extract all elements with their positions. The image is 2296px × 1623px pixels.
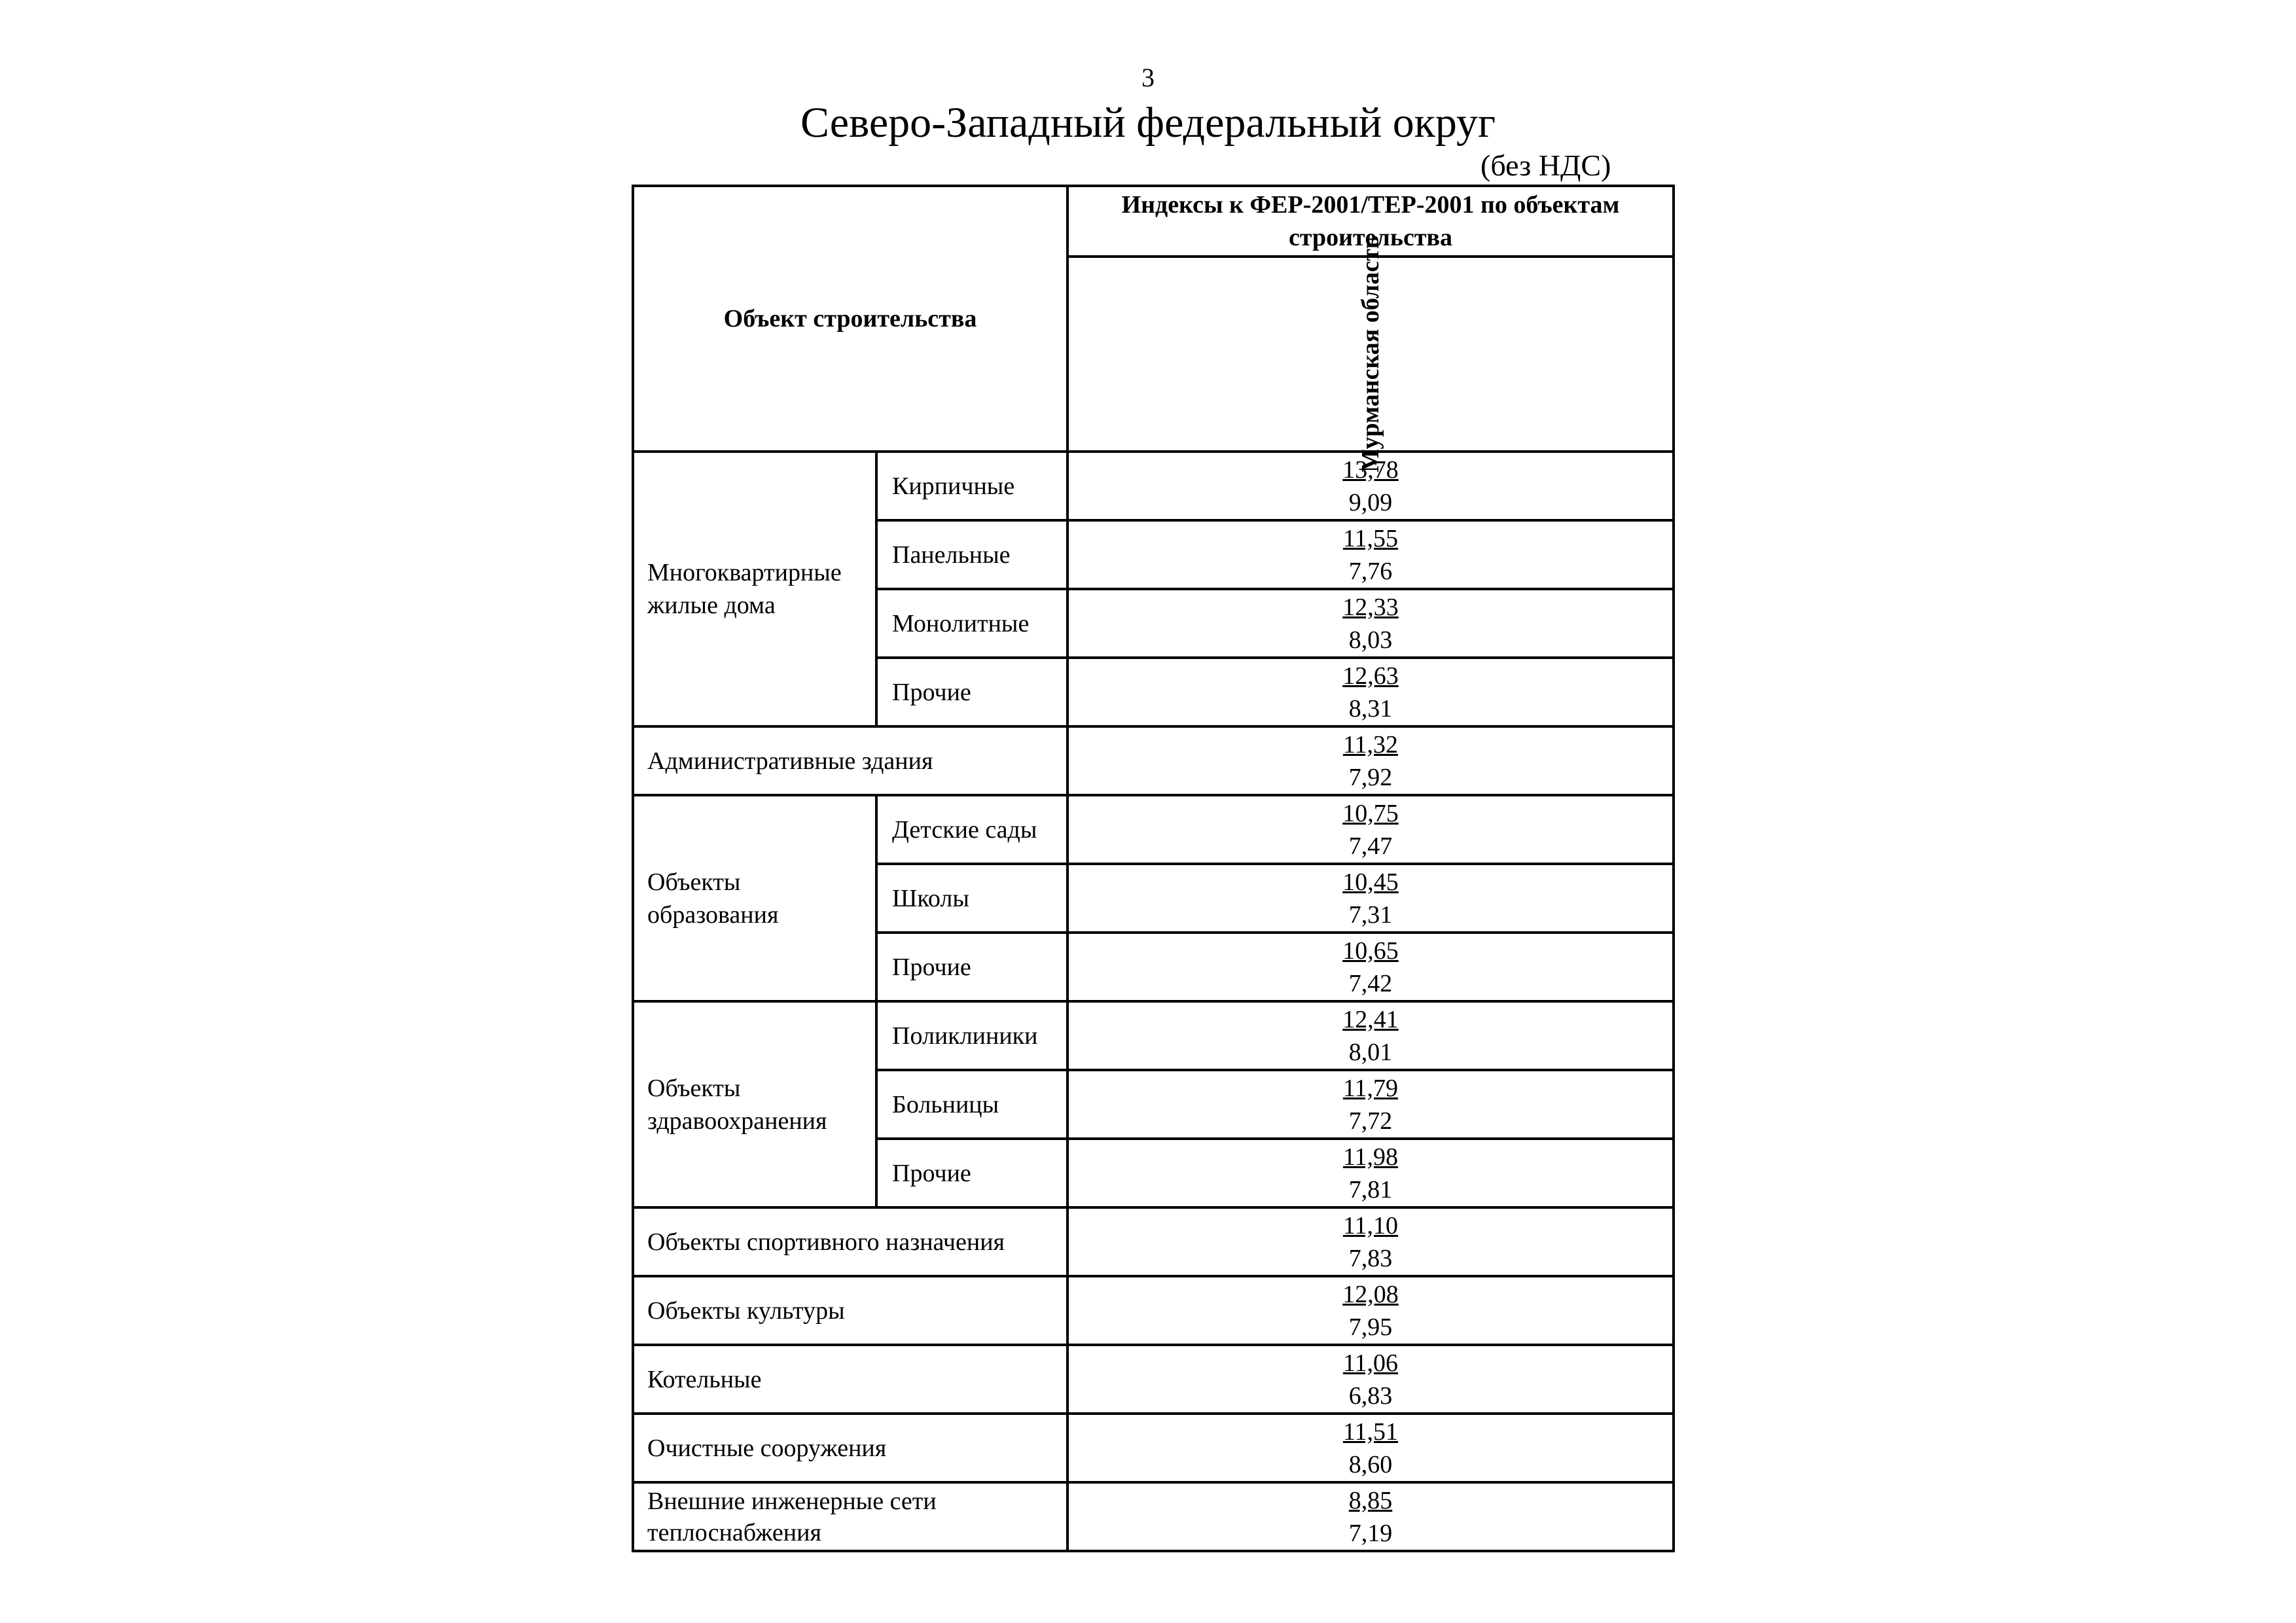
object-cell: Котельные [633,1345,1067,1414]
vat-note: (без НДС) [1480,149,1611,182]
index-ter-value: 7,83 [1348,1244,1393,1272]
table-row [633,1482,1674,1551]
subtype-cell: Больницы [876,1070,1067,1139]
index-fer-value: 11,51 [1342,1418,1399,1446]
page-number: 3 [1141,63,1155,92]
index-ter-value: 7,81 [1348,1175,1393,1204]
index-ter-value: 7,42 [1348,969,1393,997]
index-ter-value: 7,72 [1348,1107,1393,1135]
index-fer-value: 12,63 [1342,662,1399,690]
table-row [633,795,1674,864]
header-object: Объект строительства [633,186,1067,452]
index-fer-value: 11,06 [1342,1349,1399,1377]
index-ter-value: 8,03 [1348,626,1393,654]
index-fer-value: 11,32 [1342,730,1399,758]
index-ter-value: 6,83 [1348,1382,1393,1410]
value-cell [1067,1001,1674,1070]
value-cell [1067,589,1674,658]
index-ter-value: 8,31 [1348,694,1393,722]
group-cell: Объекты здравоохранения [633,1001,876,1207]
table-row [633,1001,1674,1070]
group-cell: Объекты образования [633,795,876,1001]
table-row [633,1414,1674,1482]
value-cell [1067,1482,1674,1551]
table-row [633,1345,1674,1414]
header-region: Мурманская область [1357,236,1384,473]
index-fer-value: 11,79 [1342,1074,1399,1102]
subtype-cell: Монолитные [876,589,1067,658]
value-cell [1067,658,1674,726]
subtype-cell: Детские сады [876,795,1067,864]
value-cell [1067,1207,1674,1276]
index-fer-value: 11,10 [1342,1211,1399,1240]
index-ter-value: 8,01 [1348,1038,1393,1066]
subtype-cell: Кирпичные [876,452,1067,520]
subtype-cell: Школы [876,864,1067,933]
index-fer-value: 11,98 [1342,1143,1399,1171]
table-row [633,452,1674,520]
index-ter-value: 7,95 [1348,1313,1393,1341]
value-cell [1067,1276,1674,1345]
index-ter-value: 7,47 [1348,832,1393,860]
table-row [633,726,1674,795]
index-fer-value: 10,75 [1342,799,1399,827]
index-fer-value: 10,65 [1342,936,1399,965]
header-row [633,186,1674,257]
index-fer-value: 12,41 [1342,1005,1399,1033]
table-row [633,1276,1674,1345]
index-fer-value: 12,33 [1342,593,1399,621]
index-table [632,185,1675,1552]
value-cell [1067,795,1674,864]
value-cell [1067,1414,1674,1482]
object-cell: Административные здания [633,726,1067,795]
index-fer-value: 8,85 [1348,1486,1393,1514]
value-cell [1067,520,1674,589]
index-ter-value: 8,60 [1348,1450,1393,1478]
subtype-cell: Прочие [876,1139,1067,1207]
index-fer-value: 11,55 [1342,524,1399,552]
index-ter-value: 9,09 [1348,488,1393,516]
index-ter-value: 7,19 [1348,1519,1393,1547]
value-cell [1067,1345,1674,1414]
header-index: Индексы к ФЕР-2001/ТЕР-2001 по объектам строительства [1067,186,1674,257]
object-cell: Внешние инженерные сети теплоснабжения [633,1482,1067,1551]
object-cell: Объекты спортивного назначения [633,1207,1067,1276]
index-fer-value: 12,08 [1342,1280,1399,1308]
subtype-cell: Панельные [876,520,1067,589]
subtype-cell: Прочие [876,658,1067,726]
page-title: Северо-Западный федеральный округ [800,99,1496,147]
group-cell: Многоквартирные жилые дома [633,452,876,726]
table-row [633,1207,1674,1276]
value-cell [1067,1070,1674,1139]
index-fer-value: 10,45 [1342,868,1399,896]
index-ter-value: 7,92 [1348,763,1393,791]
object-cell: Очистные сооружения [633,1414,1067,1482]
object-cell: Объекты культуры [633,1276,1067,1345]
subtype-cell: Прочие [876,933,1067,1001]
value-cell [1067,933,1674,1001]
subtype-cell: Поликлиники [876,1001,1067,1070]
index-ter-value: 7,76 [1348,557,1393,585]
value-cell [1067,1139,1674,1207]
index-fer-value: 13,78 [1342,455,1399,484]
value-cell [1067,864,1674,933]
value-cell [1067,726,1674,795]
index-ter-value: 7,31 [1348,901,1393,929]
